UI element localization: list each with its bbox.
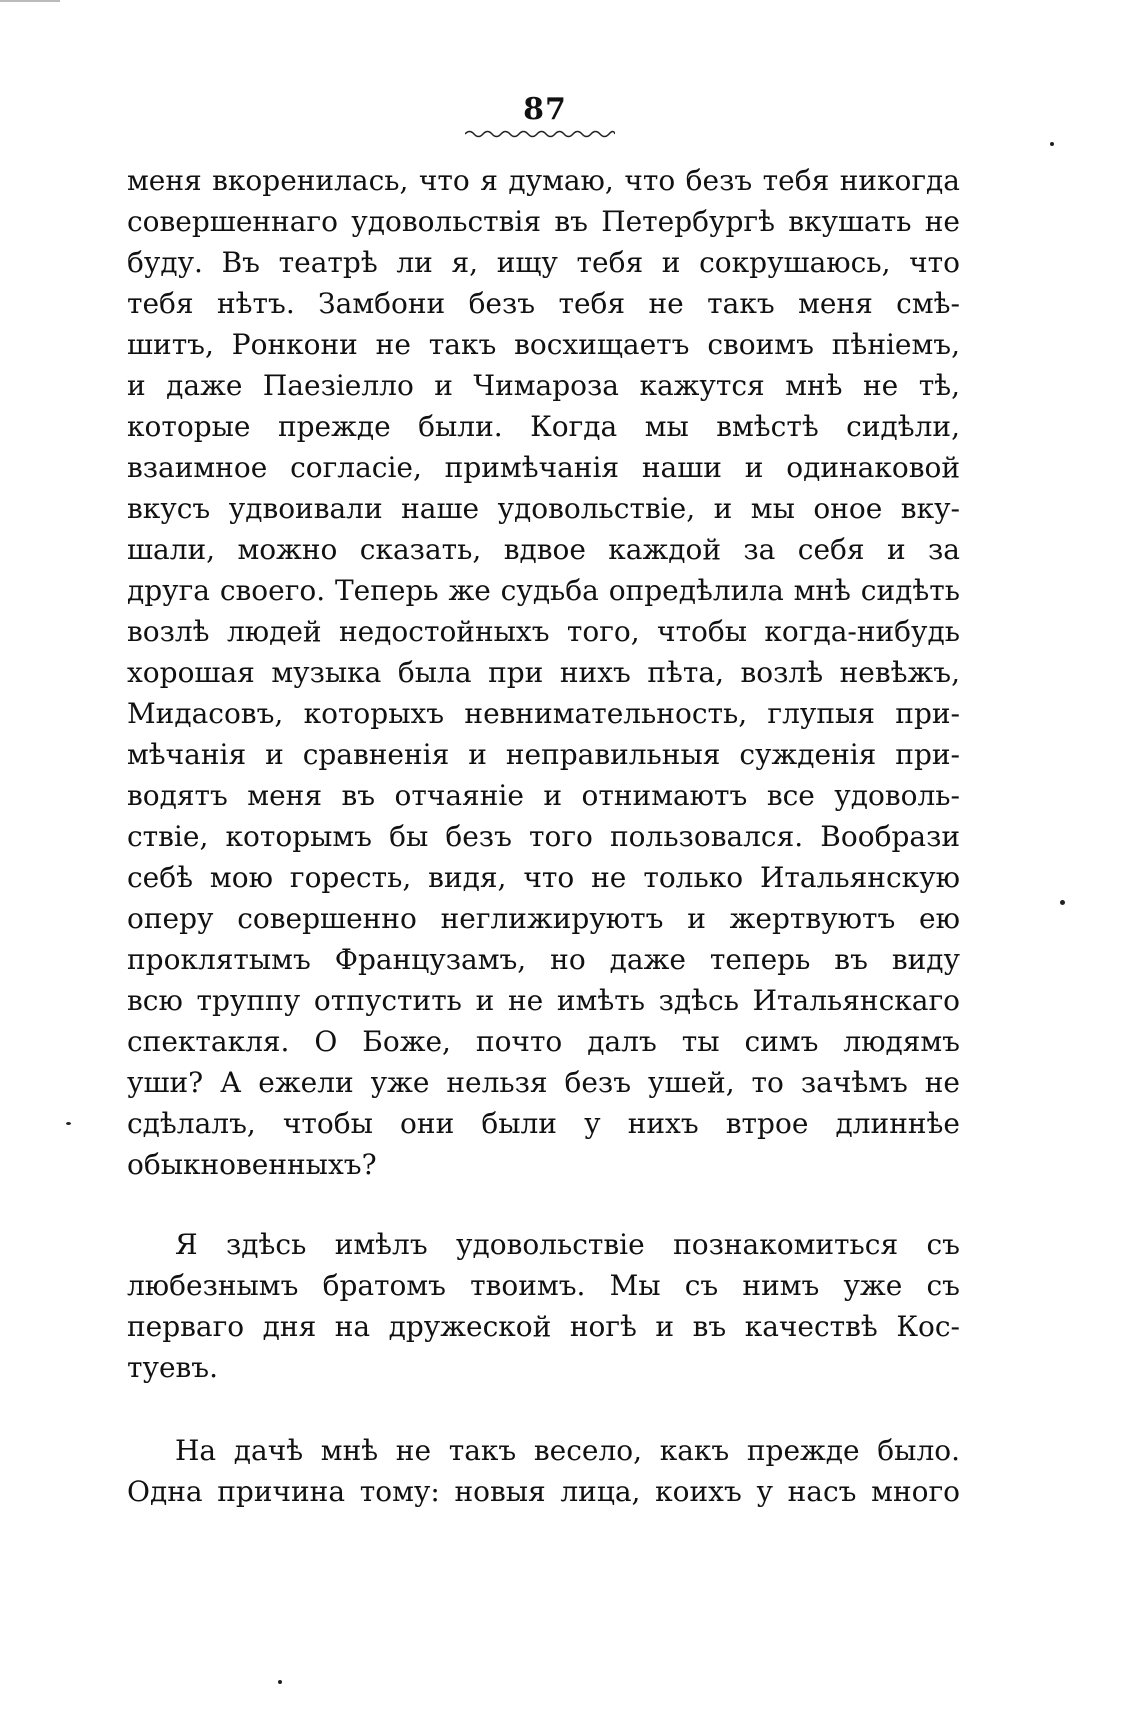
text-line: Мидасовъ, которыхъ невнимательность, глупыя при- [127,697,960,730]
text-line: перваго дня на дружеской ногѣ и въ качествѣ Кос- [127,1310,960,1343]
scan-speck [1060,900,1065,905]
paragraph-3 [127,1430,960,1512]
text-line: меня вкоренилась, что я думаю, что безъ тебя никогда [127,164,960,197]
text-line: любезнымъ братомъ твоимъ. Мы съ нимъ уже съ [127,1269,960,1302]
text-line: вкусъ удвоивали наше удовольствіе, и мы оное вку- [127,492,960,525]
text-line: шали, можно сказать, вдвое каждой за себя и за [127,533,960,566]
text-line: спектакля. О Боже, почто далъ ты симъ людямъ [127,1025,960,1058]
text-line: которые прежде были. Когда мы вмѣстѣ сидѣли, [127,410,960,443]
text-line: всю труппу отпустить и не имѣть здѣсь Итальянскаго [127,984,960,1017]
text-line: буду. Въ театрѣ ли я, ищу тебя и сокрушаюсь, что [127,246,960,279]
text-line: и даже Паезіелло и Чимароза кажутся мнѣ не тѣ, [127,369,960,402]
scan-speck [278,1680,282,1684]
text-line: себѣ мою горесть, видя, что не только Итальянскую [127,861,960,894]
scan-speck [1050,142,1054,146]
text-line: сдѣлалъ, чтобы они были у нихъ втрое длиннѣе [127,1107,960,1140]
text-line: водятъ меня въ отчаяніе и отнимаютъ все удоволь- [127,779,960,812]
text-line: друга своего. Теперь же судьба опредѣлила мнѣ сидѣть [127,574,960,607]
text-line: уши? А ежели уже нельзя безъ ушей, то зачѣмъ не [127,1066,960,1099]
page-number: 87 [523,92,567,127]
text-line: Я здѣсь имѣлъ удовольствіе познакомиться съ [175,1228,960,1261]
paragraph-2 [127,1224,960,1388]
wavy-ornament-icon [465,128,615,140]
text-line: оперу совершенно неглижируютъ и жертвуютъ ею [127,902,960,935]
paragraph-1 [127,160,960,1185]
text-line: обыкновенныхъ? [127,1148,377,1181]
text-line: тебя нѣтъ. Замбони безъ тебя не такъ меня смѣ- [127,287,960,320]
text-line: шитъ, Ронкони не такъ восхищаетъ своимъ пѣніемъ, [127,328,960,361]
text-line: мѣчанія и сравненія и неправильныя сужденія при- [127,738,960,771]
scan-speck [66,1122,71,1125]
text-line: ствіе, которымъ бы безъ того пользовался. Вообрази [127,820,960,853]
text-line: На дачѣ мнѣ не такъ весело, какъ прежде было. [175,1434,960,1467]
text-line: совершеннаго удовольствія въ Петербургѣ вкушать не [127,205,960,238]
text-line: Одна причина тому: новыя лица, коихъ у насъ много [127,1475,960,1508]
text-line: взаимное согласіе, примѣчанія наши и одинаковой [127,451,960,484]
text-line: хорошая музыка была при нихъ пѣта, возлѣ невѣжъ, [127,656,960,689]
text-line: проклятымъ Французамъ, но даже теперь въ виду [127,943,960,976]
text-line: туевъ. [127,1351,219,1384]
scan-speck [0,0,60,2]
text-line: возлѣ людей недостойныхъ того, чтобы когда-нибудь [127,615,960,648]
